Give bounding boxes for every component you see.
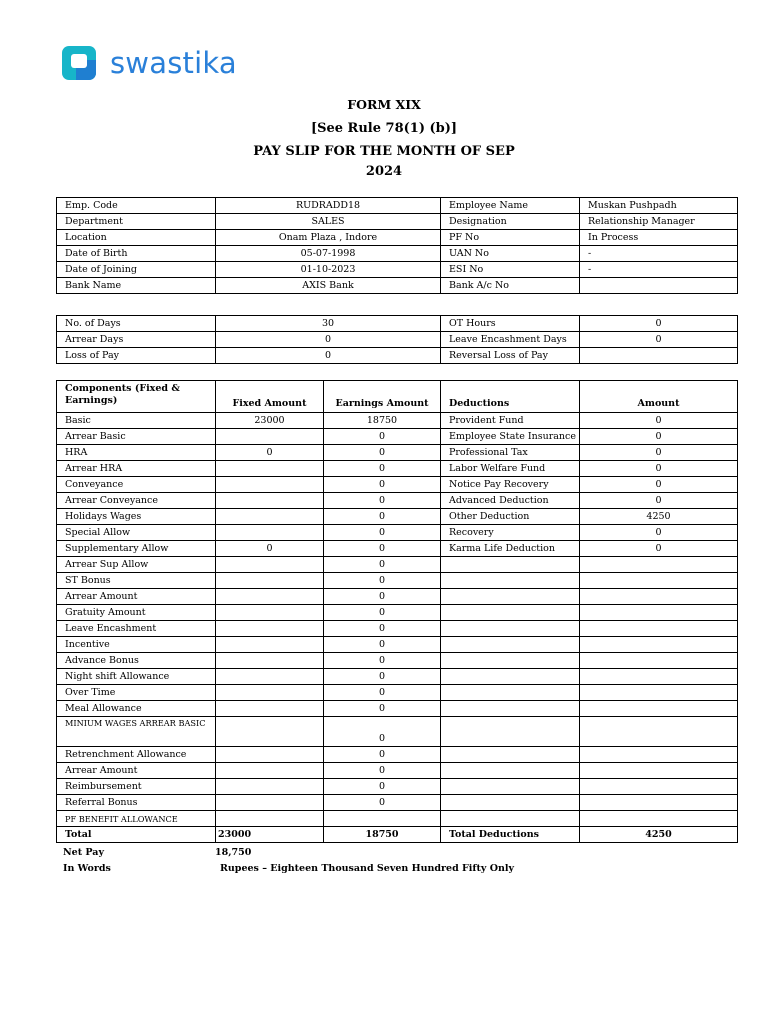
earnings-amount: 0	[324, 541, 441, 557]
component-name: Night shift Allowance	[57, 669, 216, 685]
salary-row	[57, 669, 738, 685]
earnings-amount: 0	[324, 653, 441, 669]
attendance-row	[57, 316, 738, 332]
salary-row	[57, 653, 738, 669]
component-name: Arrear Sup Allow	[57, 557, 216, 573]
deduction-name: Provident Fund	[441, 413, 580, 429]
component-name: Special Allow	[57, 525, 216, 541]
earnings-amount: 0	[324, 477, 441, 493]
earnings-amount-header: Earnings Amount	[324, 381, 441, 413]
field-value: 05-07-1998	[216, 246, 441, 262]
attendance-table	[56, 315, 738, 364]
employee-details-table	[56, 197, 738, 294]
salary-row	[57, 779, 738, 795]
component-name: Holidays Wages	[57, 509, 216, 525]
earnings-amount: 0	[324, 461, 441, 477]
payslip-year: 2024	[365, 164, 403, 179]
field-label: Designation	[441, 214, 580, 230]
net-pay-label: Net Pay	[63, 847, 104, 858]
salary-row	[57, 795, 738, 811]
total-fixed-amount: 23000	[216, 827, 324, 843]
earnings-amount: 0	[324, 763, 441, 779]
deduction-name	[441, 653, 580, 669]
earnings-amount: 0	[324, 605, 441, 621]
earnings-amount: 0	[324, 509, 441, 525]
net-pay-value: 18,750	[215, 847, 252, 858]
salary-row	[57, 557, 738, 573]
salary-row	[57, 493, 738, 509]
fixed-amount	[216, 779, 324, 795]
component-name: Supplementary Allow	[57, 541, 216, 557]
field-label: Date of Birth	[57, 246, 216, 262]
salary-row	[57, 637, 738, 653]
fixed-amount	[216, 685, 324, 701]
salary-row	[57, 685, 738, 701]
brand-logo	[62, 46, 237, 80]
salary-row	[57, 461, 738, 477]
fixed-amount: 0	[216, 445, 324, 461]
field-label: ESI No	[441, 262, 580, 278]
component-name: Leave Encashment	[57, 621, 216, 637]
total-earnings-amount: 18750	[324, 827, 441, 843]
field-value	[580, 348, 738, 364]
deduction-name	[441, 747, 580, 763]
earnings-amount: 0	[324, 445, 441, 461]
fixed-amount	[216, 747, 324, 763]
component-name: Referral Bonus	[57, 795, 216, 811]
deduction-name	[441, 701, 580, 717]
deduction-name: Employee State Insurance	[441, 429, 580, 445]
deduction-name: Notice Pay Recovery	[441, 477, 580, 493]
earnings-amount: 0	[324, 795, 441, 811]
form-title: FORM XIX	[347, 97, 421, 112]
fixed-amount	[216, 669, 324, 685]
salary-table	[56, 380, 738, 843]
fixed-amount	[216, 701, 324, 717]
fixed-amount	[216, 589, 324, 605]
field-value: 0	[580, 316, 738, 332]
earnings-amount: 0	[324, 669, 441, 685]
deduction-amount	[580, 747, 738, 763]
fixed-amount	[216, 573, 324, 589]
total-deductions-label: Total Deductions	[441, 827, 580, 843]
field-value: 30	[216, 316, 441, 332]
earnings-amount: 0	[324, 717, 441, 747]
payslip-title: PAY SLIP FOR THE MONTH OF SEP	[253, 144, 515, 159]
field-value	[580, 278, 738, 294]
fixed-amount	[216, 509, 324, 525]
deduction-amount: 0	[580, 461, 738, 477]
deduction-name: Professional Tax	[441, 445, 580, 461]
component-name: Over Time	[57, 685, 216, 701]
fixed-amount	[216, 717, 324, 747]
deduction-name	[441, 779, 580, 795]
field-label: Leave Encashment Days	[441, 332, 580, 348]
deduction-amount: 0	[580, 413, 738, 429]
earnings-amount: 0	[324, 637, 441, 653]
deduction-name: Labor Welfare Fund	[441, 461, 580, 477]
fixed-amount	[216, 429, 324, 445]
earnings-amount: 0	[324, 779, 441, 795]
salary-row	[57, 429, 738, 445]
deduction-amount	[580, 637, 738, 653]
deduction-name	[441, 605, 580, 621]
component-name: Retrenchment Allowance	[57, 747, 216, 763]
deduction-amount: 4250	[580, 509, 738, 525]
deduction-amount	[580, 669, 738, 685]
deductions-header: Deductions	[441, 381, 580, 413]
deduction-name	[441, 589, 580, 605]
deduction-amount	[580, 573, 738, 589]
deduction-amount	[580, 605, 738, 621]
salary-row	[57, 541, 738, 557]
deduction-amount: 0	[580, 541, 738, 557]
deduction-amount: 0	[580, 477, 738, 493]
deduction-name	[441, 763, 580, 779]
deduction-name	[441, 795, 580, 811]
deduction-name: Karma Life Deduction	[441, 541, 580, 557]
attendance-row	[57, 332, 738, 348]
brand-name: swastika	[110, 46, 237, 80]
field-label: Loss of Pay	[57, 348, 216, 364]
field-value: AXIS Bank	[216, 278, 441, 294]
fixed-amount	[216, 477, 324, 493]
field-label: Emp. Code	[57, 198, 216, 214]
employee-row	[57, 262, 738, 278]
salary-row	[57, 413, 738, 429]
field-label: Department	[57, 214, 216, 230]
deduction-amount: 0	[580, 525, 738, 541]
component-name: ST Bonus	[57, 573, 216, 589]
deduction-name: Other Deduction	[441, 509, 580, 525]
field-label: Reversal Loss of Pay	[441, 348, 580, 364]
deduction-name: Advanced Deduction	[441, 493, 580, 509]
earnings-amount: 0	[324, 429, 441, 445]
salary-row	[57, 589, 738, 605]
field-label: Employee Name	[441, 198, 580, 214]
fixed-amount	[216, 637, 324, 653]
field-label: Date of Joining	[57, 262, 216, 278]
swastika-logo-icon	[62, 46, 96, 80]
employee-row	[57, 214, 738, 230]
deduction-amount	[580, 685, 738, 701]
salary-row	[57, 717, 738, 747]
deduction-name	[441, 557, 580, 573]
fixed-amount	[216, 795, 324, 811]
fixed-amount	[216, 461, 324, 477]
field-label: Bank A/c No	[441, 278, 580, 294]
deduction-name	[441, 717, 580, 747]
deduction-amount	[580, 717, 738, 747]
amount-header: Amount	[580, 381, 738, 413]
deduction-name: Recovery	[441, 525, 580, 541]
attendance-row	[57, 348, 738, 364]
deduction-amount: 0	[580, 493, 738, 509]
fixed-amount	[216, 525, 324, 541]
salary-row	[57, 477, 738, 493]
employee-row	[57, 246, 738, 262]
field-value: Onam Plaza , Indore	[216, 230, 441, 246]
component-name: MINIUM WAGES ARREAR BASIC	[57, 717, 216, 747]
field-label: UAN No	[441, 246, 580, 262]
earnings-amount: 18750	[324, 413, 441, 429]
deduction-amount	[580, 653, 738, 669]
in-words-label: In Words	[63, 863, 111, 874]
deduction-amount	[580, 701, 738, 717]
component-name: Arrear Basic	[57, 429, 216, 445]
earnings-amount: 0	[324, 493, 441, 509]
fixed-amount: 23000	[216, 413, 324, 429]
earnings-amount: 0	[324, 621, 441, 637]
field-value: Muskan Pushpadh	[580, 198, 738, 214]
fixed-amount	[216, 557, 324, 573]
field-label: OT Hours	[441, 316, 580, 332]
deduction-amount	[580, 811, 738, 827]
component-name: Gratuity Amount	[57, 605, 216, 621]
total-label: Total	[57, 827, 216, 843]
earnings-amount: 0	[324, 525, 441, 541]
fixed-amount-header: Fixed Amount	[216, 381, 324, 413]
total-deductions-amount: 4250	[580, 827, 738, 843]
field-value: 0	[216, 332, 441, 348]
salary-row	[57, 573, 738, 589]
component-name: Incentive	[57, 637, 216, 653]
component-name: Arrear Conveyance	[57, 493, 216, 509]
deduction-amount	[580, 557, 738, 573]
field-value: 0	[580, 332, 738, 348]
salary-row	[57, 811, 738, 827]
field-value: Relationship Manager	[580, 214, 738, 230]
deduction-name	[441, 669, 580, 685]
salary-row	[57, 763, 738, 779]
field-label: PF No	[441, 230, 580, 246]
component-name: Reimbursement	[57, 779, 216, 795]
salary-row	[57, 605, 738, 621]
employee-row	[57, 198, 738, 214]
deduction-amount	[580, 763, 738, 779]
rule-reference: [See Rule 78(1) (b)]	[310, 121, 458, 136]
deduction-name	[441, 811, 580, 827]
employee-row	[57, 230, 738, 246]
component-name: Meal Allowance	[57, 701, 216, 717]
total-row	[57, 827, 738, 843]
earnings-amount: 0	[324, 573, 441, 589]
deduction-amount	[580, 779, 738, 795]
in-words-value: Rupees – Eighteen Thousand Seven Hundred Fifty Only	[220, 863, 514, 874]
fixed-amount	[216, 811, 324, 827]
salary-row	[57, 621, 738, 637]
earnings-amount: 0	[324, 589, 441, 605]
salary-row	[57, 445, 738, 461]
fixed-amount	[216, 763, 324, 779]
field-value: RUDRADD18	[216, 198, 441, 214]
deduction-amount	[580, 795, 738, 811]
deduction-name	[441, 573, 580, 589]
component-name: Advance Bonus	[57, 653, 216, 669]
component-name: Arrear HRA	[57, 461, 216, 477]
deduction-amount	[580, 589, 738, 605]
salary-row	[57, 747, 738, 763]
field-label: No. of Days	[57, 316, 216, 332]
deduction-name	[441, 621, 580, 637]
field-value: -	[580, 246, 738, 262]
employee-row	[57, 278, 738, 294]
deduction-amount: 0	[580, 445, 738, 461]
deduction-amount	[580, 621, 738, 637]
fixed-amount	[216, 605, 324, 621]
fixed-amount	[216, 493, 324, 509]
components-header: Components (Fixed & Earnings)	[57, 381, 216, 413]
field-value: In Process	[580, 230, 738, 246]
fixed-amount: 0	[216, 541, 324, 557]
field-value: 0	[216, 348, 441, 364]
earnings-amount: 0	[324, 747, 441, 763]
earnings-amount	[324, 811, 441, 827]
salary-row	[57, 701, 738, 717]
component-name: HRA	[57, 445, 216, 461]
fixed-amount	[216, 621, 324, 637]
component-name: Conveyance	[57, 477, 216, 493]
field-label: Bank Name	[57, 278, 216, 294]
earnings-amount: 0	[324, 685, 441, 701]
field-label: Location	[57, 230, 216, 246]
deduction-name	[441, 685, 580, 701]
deduction-amount: 0	[580, 429, 738, 445]
salary-header-row	[57, 381, 738, 413]
field-value: 01-10-2023	[216, 262, 441, 278]
field-value: SALES	[216, 214, 441, 230]
earnings-amount: 0	[324, 557, 441, 573]
salary-row	[57, 525, 738, 541]
earnings-amount: 0	[324, 701, 441, 717]
field-value: -	[580, 262, 738, 278]
component-name: Arrear Amount	[57, 763, 216, 779]
fixed-amount	[216, 653, 324, 669]
deduction-name	[441, 637, 580, 653]
component-name: Arrear Amount	[57, 589, 216, 605]
field-label: Arrear Days	[57, 332, 216, 348]
component-name: PF BENEFIT ALLOWANCE	[57, 811, 216, 827]
component-name: Basic	[57, 413, 216, 429]
salary-row	[57, 509, 738, 525]
